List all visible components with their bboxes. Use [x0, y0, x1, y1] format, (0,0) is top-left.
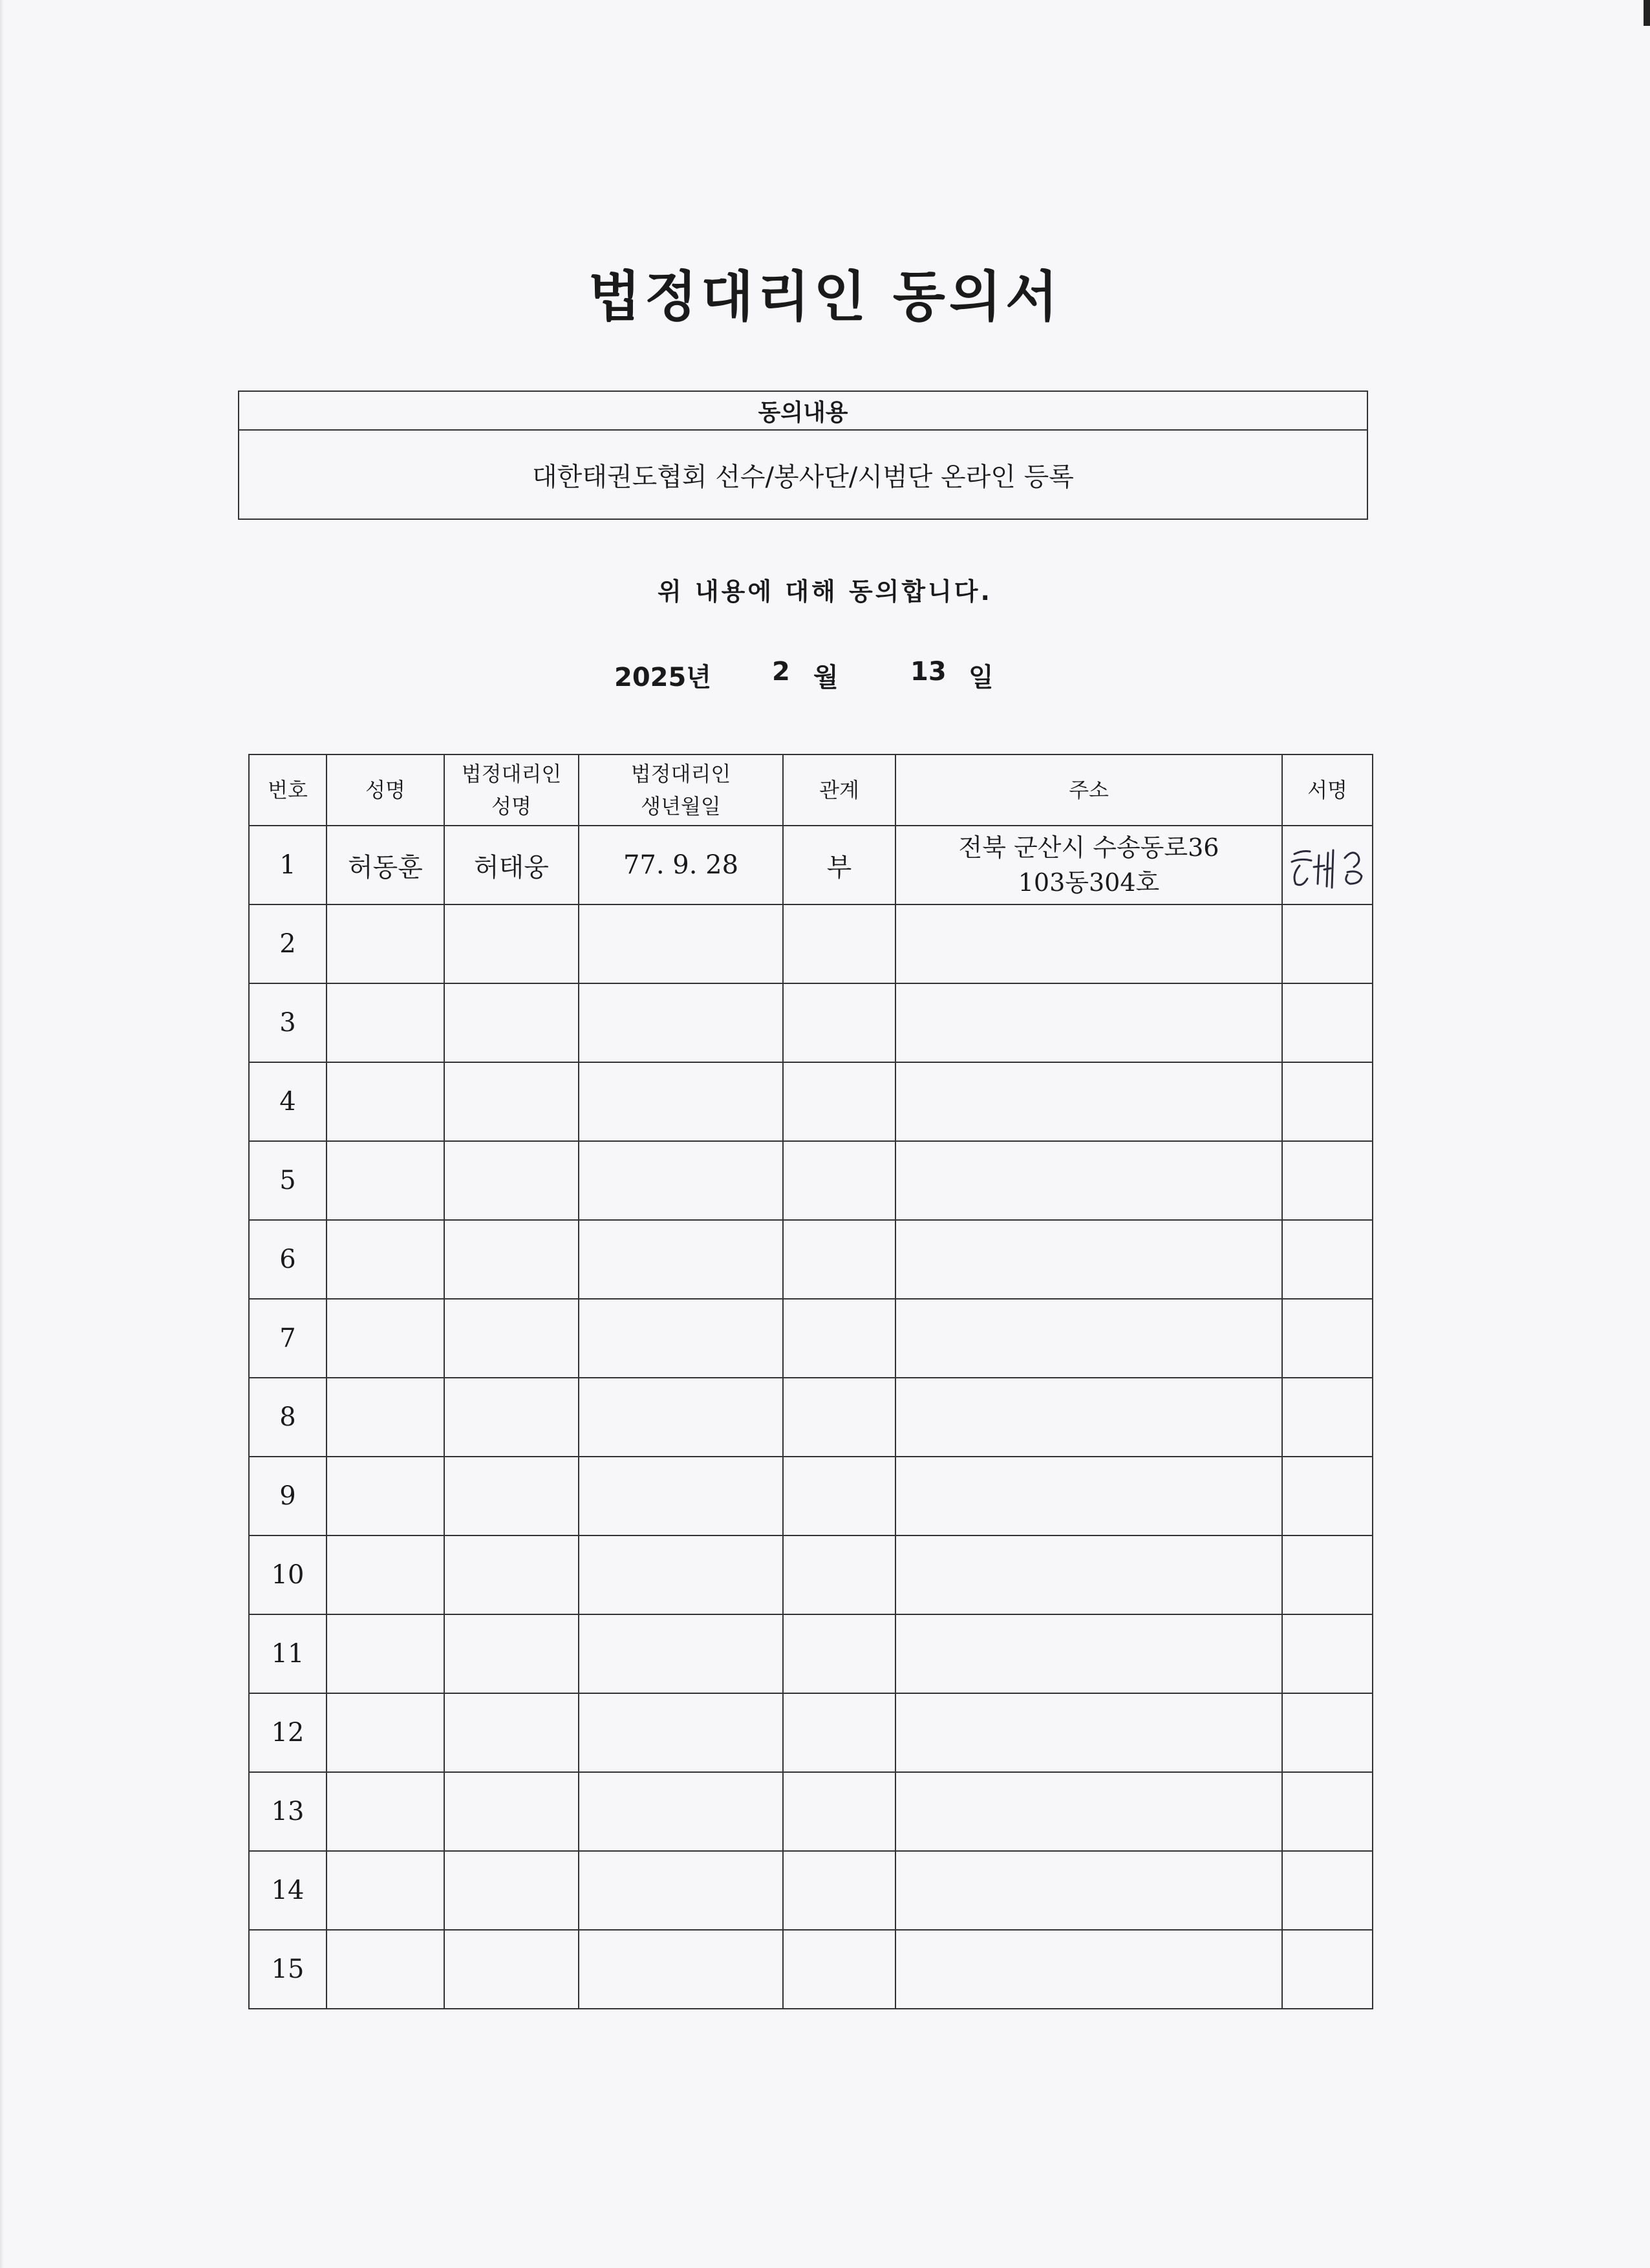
cell-signature: [1282, 904, 1373, 983]
cell-relation: [783, 983, 895, 1062]
cell-guardian-name: [444, 1535, 579, 1614]
cell-number: 2: [249, 904, 327, 983]
consent-box-header: 동의내용: [239, 392, 1367, 431]
document-title: 법정대리인 동의서: [588, 265, 1062, 328]
cell-name: [327, 1378, 444, 1457]
cell-guardian-name: [444, 1614, 579, 1693]
cell-signature: [1282, 1220, 1373, 1299]
cell-name: [327, 1299, 444, 1378]
cell-relation: [783, 1693, 895, 1772]
cell-signature: [1282, 1535, 1373, 1614]
scan-corner-mark: [1644, 0, 1650, 26]
cell-guardian-birth: [579, 1141, 783, 1220]
cell-guardian-name: [444, 983, 579, 1062]
cell-guardian-birth: [579, 983, 783, 1062]
cell-guardian-birth: [579, 1535, 783, 1614]
cell-relation: [783, 1851, 895, 1930]
cell-name: 허동훈: [327, 826, 444, 904]
cell-signature: [1282, 1772, 1373, 1851]
cell-number: 3: [249, 983, 327, 1062]
cell-relation: [783, 1457, 895, 1535]
cell-guardian-name: [444, 1693, 579, 1772]
cell-guardian-birth: [579, 1693, 783, 1772]
header-guardian-name: [444, 754, 579, 826]
cell-name: [327, 1772, 444, 1851]
table-row: [249, 1930, 1373, 2009]
header-guardian-birth: [579, 754, 783, 826]
cell-signature: [1282, 1299, 1373, 1378]
date-month-unit: 월: [813, 663, 839, 692]
cell-signature: [1282, 1141, 1373, 1220]
table-row: [249, 1220, 1373, 1299]
cell-address: [895, 1062, 1282, 1141]
cell-number: 15: [249, 1930, 327, 2009]
cell-signature: [1282, 1693, 1373, 1772]
cell-relation: [783, 1930, 895, 2009]
header-guardian-birth-line1: 법정대리인: [630, 762, 731, 786]
table-row: [249, 1299, 1373, 1378]
cell-name: [327, 1535, 444, 1614]
header-guardian-name-line2: 성명: [491, 794, 531, 818]
cell-signature: [1282, 1930, 1373, 2009]
cell-address: [895, 1141, 1282, 1220]
cell-address: [895, 983, 1282, 1062]
cell-address: [895, 1220, 1282, 1299]
cell-guardian-birth: [579, 1299, 783, 1378]
cell-guardian-name: [444, 1299, 579, 1378]
date-month: 2: [772, 657, 790, 687]
cell-guardian-name: [444, 1378, 579, 1457]
cell-name: [327, 1141, 444, 1220]
table-row: [249, 826, 1373, 904]
cell-number: 1: [249, 826, 327, 904]
cell-relation: [783, 1299, 895, 1378]
cell-guardian-birth: [579, 1457, 783, 1535]
cell-number: 13: [249, 1772, 327, 1851]
cell-name: [327, 904, 444, 983]
cell-address: [895, 1378, 1282, 1457]
date-year: 2025년: [614, 663, 711, 692]
cell-name: [327, 1220, 444, 1299]
cell-number: 4: [249, 1062, 327, 1141]
cell-name: [327, 1930, 444, 2009]
cell-number: 5: [249, 1141, 327, 1220]
cell-guardian-birth: [579, 1062, 783, 1141]
cell-address: [895, 1851, 1282, 1930]
cell-guardian-name: [444, 1220, 579, 1299]
cell-address: [895, 1299, 1282, 1378]
cell-relation: [783, 1141, 895, 1220]
cell-address: [895, 1535, 1282, 1614]
header-signature: 서명: [1282, 754, 1373, 826]
cell-guardian-name: [444, 1062, 579, 1141]
consent-box: [238, 390, 1368, 520]
table-row: [249, 1062, 1373, 1141]
date-day: 13: [910, 657, 947, 687]
header-number: 번호: [249, 754, 327, 826]
agreement-statement: 위 내용에 대해 동의합니다.: [658, 577, 992, 606]
table-row: [249, 1614, 1373, 1693]
cell-name: [327, 1614, 444, 1693]
handwritten-signature: [1285, 836, 1369, 894]
cell-number: 11: [249, 1614, 327, 1693]
cell-address: [895, 1772, 1282, 1851]
cell-guardian-birth: [579, 1930, 783, 2009]
table-row: [249, 1693, 1373, 1772]
table-row: [249, 1851, 1373, 1930]
cell-signature: [1282, 1378, 1373, 1457]
cell-signature: [1282, 983, 1373, 1062]
cell-name: [327, 983, 444, 1062]
header-name: 성명: [327, 754, 444, 826]
cell-relation: [783, 904, 895, 983]
table-row: [249, 983, 1373, 1062]
table-header-row: [249, 754, 1373, 826]
cell-guardian-name: [444, 1772, 579, 1851]
cell-guardian-name: [444, 904, 579, 983]
cell-relation: 부: [783, 826, 895, 904]
cell-guardian-birth: [579, 1614, 783, 1693]
cell-number: 7: [249, 1299, 327, 1378]
cell-guardian-birth: [579, 1220, 783, 1299]
cell-name: [327, 1693, 444, 1772]
cell-signature: [1282, 1614, 1373, 1693]
cell-name: [327, 1457, 444, 1535]
date-day-unit: 일: [969, 663, 994, 692]
header-address: 주소: [895, 754, 1282, 826]
cell-guardian-name: 허태웅: [444, 826, 579, 904]
cell-address: [895, 1457, 1282, 1535]
cell-relation: [783, 1614, 895, 1693]
cell-name: [327, 1062, 444, 1141]
cell-relation: [783, 1772, 895, 1851]
cell-relation: [783, 1062, 895, 1141]
header-guardian-birth-line2: 생년월일: [641, 794, 721, 818]
cell-address: [895, 904, 1282, 983]
scan-edge-shadow: [0, 0, 4, 2268]
cell-address: [895, 1614, 1282, 1693]
table-row: [249, 1378, 1373, 1457]
cell-relation: [783, 1220, 895, 1299]
cell-guardian-birth: 77. 9. 28: [579, 826, 783, 904]
cell-number: 14: [249, 1851, 327, 1930]
header-guardian-name-line1: 법정대리인: [461, 762, 562, 786]
cell-address: [895, 826, 1282, 904]
table-row: [249, 1535, 1373, 1614]
cell-number: 10: [249, 1535, 327, 1614]
cell-signature: [1282, 1062, 1373, 1141]
cell-address-line2: 103동304호: [1018, 868, 1160, 897]
table-row: [249, 1772, 1373, 1851]
cell-address: [895, 1930, 1282, 2009]
cell-guardian-name: [444, 1930, 579, 2009]
cell-guardian-birth: [579, 1851, 783, 1930]
registration-table: [248, 754, 1373, 2009]
cell-number: 8: [249, 1378, 327, 1457]
table-row: [249, 1457, 1373, 1535]
cell-number: 6: [249, 1220, 327, 1299]
cell-signature: [1282, 1457, 1373, 1535]
consent-box-content: 대한태권도협회 선수/봉사단/시범단 온라인 등록: [532, 462, 1074, 492]
cell-guardian-birth: [579, 1378, 783, 1457]
cell-relation: [783, 1535, 895, 1614]
cell-guardian-birth: [579, 904, 783, 983]
table-row: [249, 1141, 1373, 1220]
cell-name: [327, 1851, 444, 1930]
cell-address: [895, 1693, 1282, 1772]
cell-guardian-name: [444, 1141, 579, 1220]
cell-guardian-name: [444, 1457, 579, 1535]
header-relation: 관계: [783, 754, 895, 826]
cell-address-line1: 전북 군산시 수송동로36: [958, 833, 1219, 862]
cell-signature: [1282, 1851, 1373, 1930]
cell-relation: [783, 1378, 895, 1457]
cell-guardian-birth: [579, 1772, 783, 1851]
cell-number: 9: [249, 1457, 327, 1535]
cell-number: 12: [249, 1693, 327, 1772]
table-row: [249, 904, 1373, 983]
cell-guardian-name: [444, 1851, 579, 1930]
cell-signature: [1282, 826, 1373, 904]
